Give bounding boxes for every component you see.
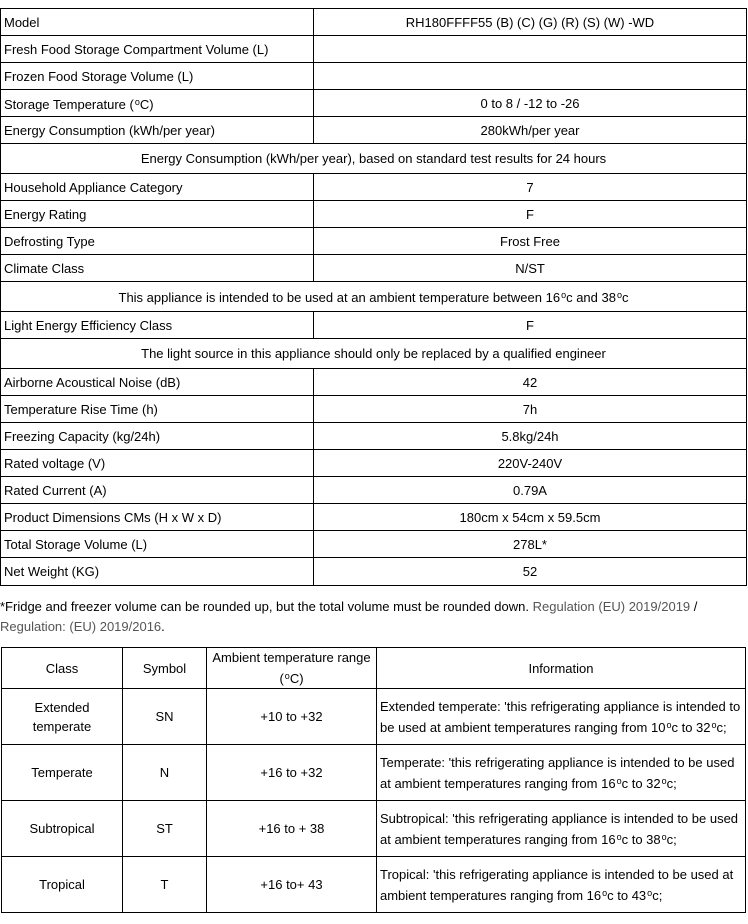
spec-row: [1, 117, 747, 144]
volume-footnote: [0, 597, 745, 637]
spec-note-row: [1, 144, 747, 174]
degree-sign: o: [661, 775, 667, 786]
degree-sign: o: [647, 887, 653, 898]
degree-sign: o: [711, 719, 717, 730]
spec-label: Freezing Capacity (kg/24h): [1, 423, 314, 450]
degree-sign: o: [616, 831, 622, 842]
info-text: c;: [716, 719, 727, 735]
spec-row: [1, 504, 747, 531]
climate-range: +16 to +32: [207, 745, 377, 801]
spec-label: Total Storage Volume (L): [1, 531, 314, 558]
spec-label: Net Weight (KG): [1, 558, 314, 586]
regulation-reference: Regulation (EU) 2019/2019: [532, 599, 691, 614]
note-text: c: [621, 290, 629, 305]
spec-label: Defrosting Type: [1, 228, 314, 255]
spec-value: F: [314, 312, 747, 339]
spec-value: 278L*: [314, 531, 747, 558]
regulation-reference: Regulation: (EU) 2019/2016: [0, 619, 162, 634]
degree-sign: o: [561, 290, 567, 300]
climate-row: [2, 689, 746, 745]
spec-value: RH180FFFF55 (B) (C) (G) (R) (S) (W) -WD: [314, 9, 747, 36]
header-text: Ambient temperature range (: [212, 650, 371, 686]
info-text: c to 32: [621, 775, 661, 791]
degree-sign: o: [616, 290, 622, 300]
spec-value: 5.8kg/24h: [314, 423, 747, 450]
spec-note: The light source in this appliance should only be replaced by a qualified engineer: [1, 339, 747, 369]
climate-class-table: [1, 647, 746, 913]
spec-row: [1, 174, 747, 201]
info-text: Temperate: 'this refrigerating appliance is intended to be used at ambient temperatures ranging from 16: [380, 754, 735, 791]
header-ambient-range: [207, 648, 377, 689]
info-text: c to 43: [607, 887, 647, 903]
climate-information: [377, 689, 746, 745]
climate-symbol: SN: [123, 689, 207, 745]
spec-note-row: [1, 282, 747, 312]
spec-value: 280kWh/per year: [314, 117, 747, 144]
climate-information: [377, 801, 746, 857]
climate-row: [2, 801, 746, 857]
spec-note: Energy Consumption (kWh/per year), based on standard test results for 24 hours: [1, 144, 747, 174]
info-text: c;: [666, 831, 677, 847]
header-class: Class: [2, 648, 123, 689]
spec-value: 7: [314, 174, 747, 201]
spec-value: Frost Free: [314, 228, 747, 255]
spec-row: [1, 558, 747, 586]
climate-information: [377, 857, 746, 913]
spec-label: Model: [1, 9, 314, 36]
degree-sign: o: [616, 775, 622, 786]
spec-row: [1, 396, 747, 423]
spec-row: [1, 90, 747, 117]
spec-value: 7h: [314, 396, 747, 423]
spec-row: [1, 531, 747, 558]
climate-class: Tropical: [2, 857, 123, 913]
climate-range: +16 to + 38: [207, 801, 377, 857]
spec-value: 180cm x 54cm x 59.5cm: [314, 504, 747, 531]
header-unit: C): [289, 671, 304, 686]
spec-label: [1, 90, 314, 117]
info-text: c;: [666, 775, 677, 791]
spec-row: [1, 201, 747, 228]
spec-row: [1, 423, 747, 450]
degree-sign: o: [284, 671, 290, 681]
spec-label: Product Dimensions CMs (H x W x D): [1, 504, 314, 531]
spec-note: [1, 282, 747, 312]
spec-value: 220V-240V: [314, 450, 747, 477]
spec-label: Airborne Acoustical Noise (dB): [1, 369, 314, 396]
spec-row: [1, 36, 747, 63]
spec-value: [314, 63, 747, 90]
spec-label: Temperature Rise Time (h): [1, 396, 314, 423]
spec-label: Energy Consumption (kWh/per year): [1, 117, 314, 144]
info-text: Tropical: 'this refrigerating appliance is intended to be used at ambient temperatures ranging from 16: [380, 866, 734, 903]
spec-label: Frozen Food Storage Volume (L): [1, 63, 314, 90]
spec-row: [1, 369, 747, 396]
spec-label: Climate Class: [1, 255, 314, 282]
degree-sign: o: [602, 887, 608, 898]
spec-value: [314, 36, 747, 63]
footnote-separator: /: [690, 599, 698, 614]
climate-symbol: ST: [123, 801, 207, 857]
climate-symbol: N: [123, 745, 207, 801]
spec-value: 0.79A: [314, 477, 747, 504]
climate-class: Extended temperate: [2, 689, 123, 745]
header-symbol: Symbol: [123, 648, 207, 689]
spec-row: [1, 255, 747, 282]
info-text: Extended temperate: 'this refrigerating appliance is intended to be used at ambient temperatures ranging from 10: [380, 698, 741, 735]
climate-row: [2, 745, 746, 801]
spec-value: 42: [314, 369, 747, 396]
spec-value: 0 to 8 / -12 to -26: [314, 90, 747, 117]
spec-value: N/ST: [314, 255, 747, 282]
degree-sign: o: [661, 831, 667, 842]
climate-class: Subtropical: [2, 801, 123, 857]
label-text: Storage Temperature (: [4, 96, 134, 112]
info-text: c to 38: [621, 831, 661, 847]
degree-sign: o: [134, 96, 140, 107]
spec-note-row: [1, 339, 747, 369]
climate-header-row: [2, 648, 746, 689]
spec-row: [1, 228, 747, 255]
climate-range: +16 to+ 43: [207, 857, 377, 913]
info-text: Subtropical: 'this refrigerating appliance is intended to be used at ambient temperatures ranging from 16: [380, 810, 739, 847]
spec-label: Rated voltage (V): [1, 450, 314, 477]
spec-row: [1, 450, 747, 477]
spec-value: F: [314, 201, 747, 228]
climate-information: [377, 745, 746, 801]
degree-sign: o: [666, 719, 672, 730]
spec-label: Light Energy Efficiency Class: [1, 312, 314, 339]
footnote-text: *Fridge and freezer volume can be rounded up, but the total volume must be rounded down.: [0, 599, 533, 614]
label-unit: C): [139, 96, 154, 112]
spec-row: [1, 477, 747, 504]
spec-label: Energy Rating: [1, 201, 314, 228]
info-text: c to 32: [671, 719, 711, 735]
note-text: This appliance is intended to be used at an ambient temperature between 16: [118, 290, 561, 305]
climate-row: [2, 857, 746, 913]
climate-symbol: T: [123, 857, 207, 913]
spec-label: Household Appliance Category: [1, 174, 314, 201]
footnote-end: .: [161, 619, 165, 634]
specification-table: [0, 8, 747, 586]
spec-value: 52: [314, 558, 747, 586]
info-text: c;: [652, 887, 663, 903]
spec-row: [1, 312, 747, 339]
note-text: c and 38: [566, 290, 616, 305]
spec-row: [1, 63, 747, 90]
climate-class: Temperate: [2, 745, 123, 801]
spec-label: Rated Current (A): [1, 477, 314, 504]
spec-row: [1, 9, 747, 36]
header-information: Information: [377, 648, 746, 689]
climate-range: +10 to +32: [207, 689, 377, 745]
spec-label: Fresh Food Storage Compartment Volume (L): [1, 36, 314, 63]
